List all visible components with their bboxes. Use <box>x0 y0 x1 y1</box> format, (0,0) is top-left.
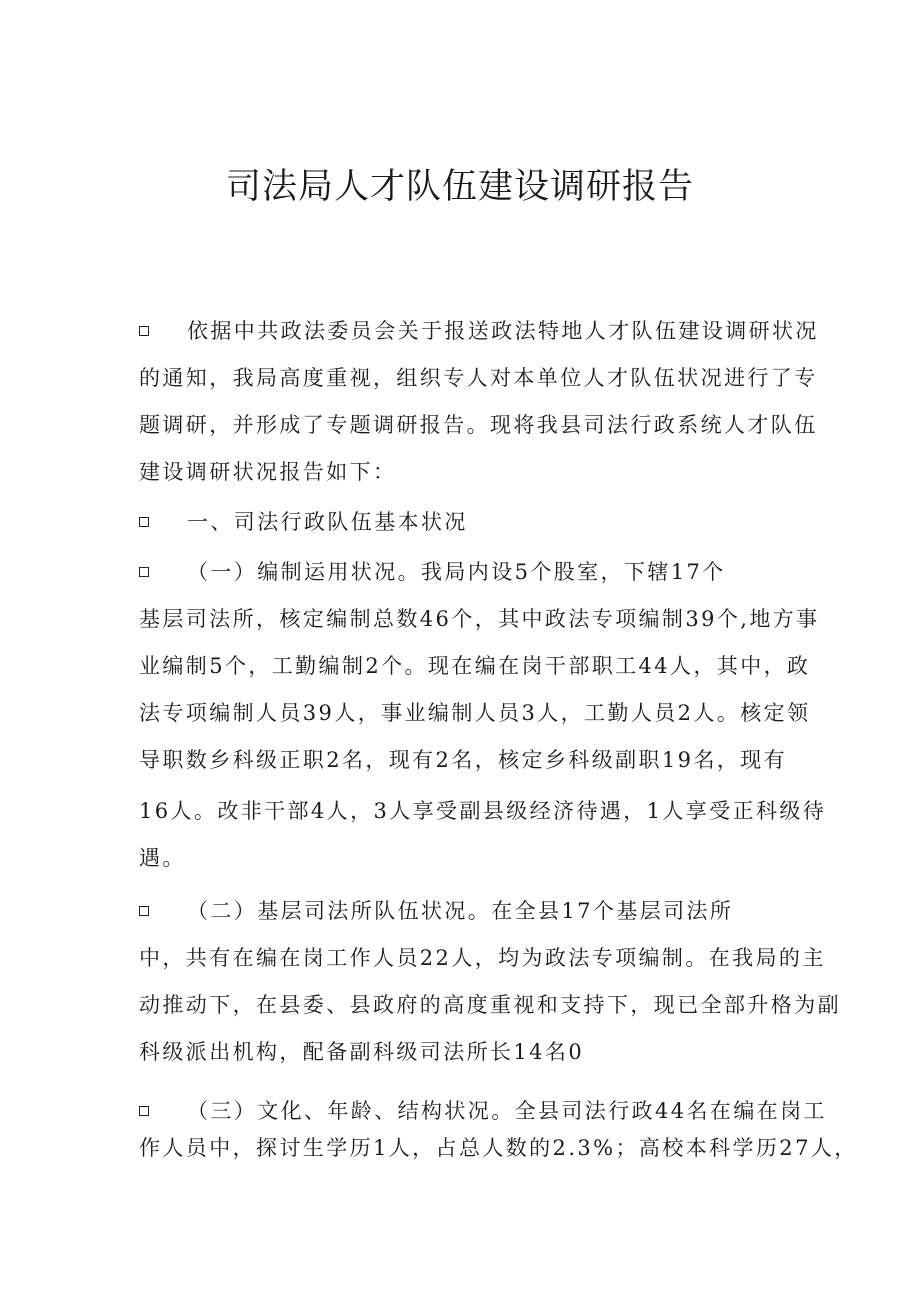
paragraph-line: 遇。 <box>139 846 186 870</box>
paragraph-line: 作人员中，探讨生学历1人，占总人数的2.3%；高校本科学历27人， <box>139 1136 858 1160</box>
paragraph-line: 基层司法所，核定编制总数46个，其中政法专项编制39个,地方事 <box>139 607 820 631</box>
paragraph-line: （一）编制运用状况。我局内设5个股室，下辖17个 <box>139 557 726 587</box>
bullet-box-icon <box>139 1106 149 1116</box>
paragraph-line: （三）文化、年龄、结构状况。全县司法行政44名在编在岗工 <box>139 1096 827 1126</box>
bullet-box-icon <box>139 906 149 916</box>
paragraph-line: 建设调研状况报告如下： <box>139 460 397 484</box>
paragraph-line: 业编制5个，工勤编制2个。现在编在岗干部职工44人，其中，政 <box>139 654 811 678</box>
bullet-box-icon <box>139 517 149 527</box>
paragraph-line: 动推动下，在县委、县政府的高度重视和支持下，现已全部升格为副 <box>139 993 841 1017</box>
paragraph-line: 题调研，并形成了专题调研报告。现将我县司法行政系统人才队伍 <box>139 413 818 437</box>
document-title: 司法局人才队伍建设调研报告 <box>225 167 694 207</box>
paragraph-line: 科级派出机构，配备副科级司法所长14名0 <box>139 1040 585 1064</box>
bullet-box-icon <box>139 326 149 336</box>
paragraph-line: 依据中共政法委员会关于报送政法特地人才队伍建设调研状况 <box>139 316 819 346</box>
bullet-box-icon <box>139 567 149 577</box>
paragraph-line: 的通知，我局高度重视，组织专人对本单位人才队伍状况进行了专 <box>139 366 818 390</box>
paragraph-line: （二）基层司法所队伍状况。在全县17个基层司法所 <box>139 896 733 926</box>
paragraph-line: 导职数乡科级正职2名，现有2名，核定乡科级副职19名，现有 <box>139 748 788 772</box>
paragraph-line: 法专项编制人员39人，事业编制人员3人，工勤人员2人。核定领 <box>139 701 811 725</box>
paragraph-line: 16人。改非干部4人，3人享受副县级经济待遇，1人享受正科级待 <box>139 799 827 823</box>
paragraph-line: 中，共有在编在岗工作人员22人，均为政法专项编制。在我局的主 <box>139 946 826 970</box>
section-heading: 一、司法行政队伍基本状况 <box>139 507 468 537</box>
